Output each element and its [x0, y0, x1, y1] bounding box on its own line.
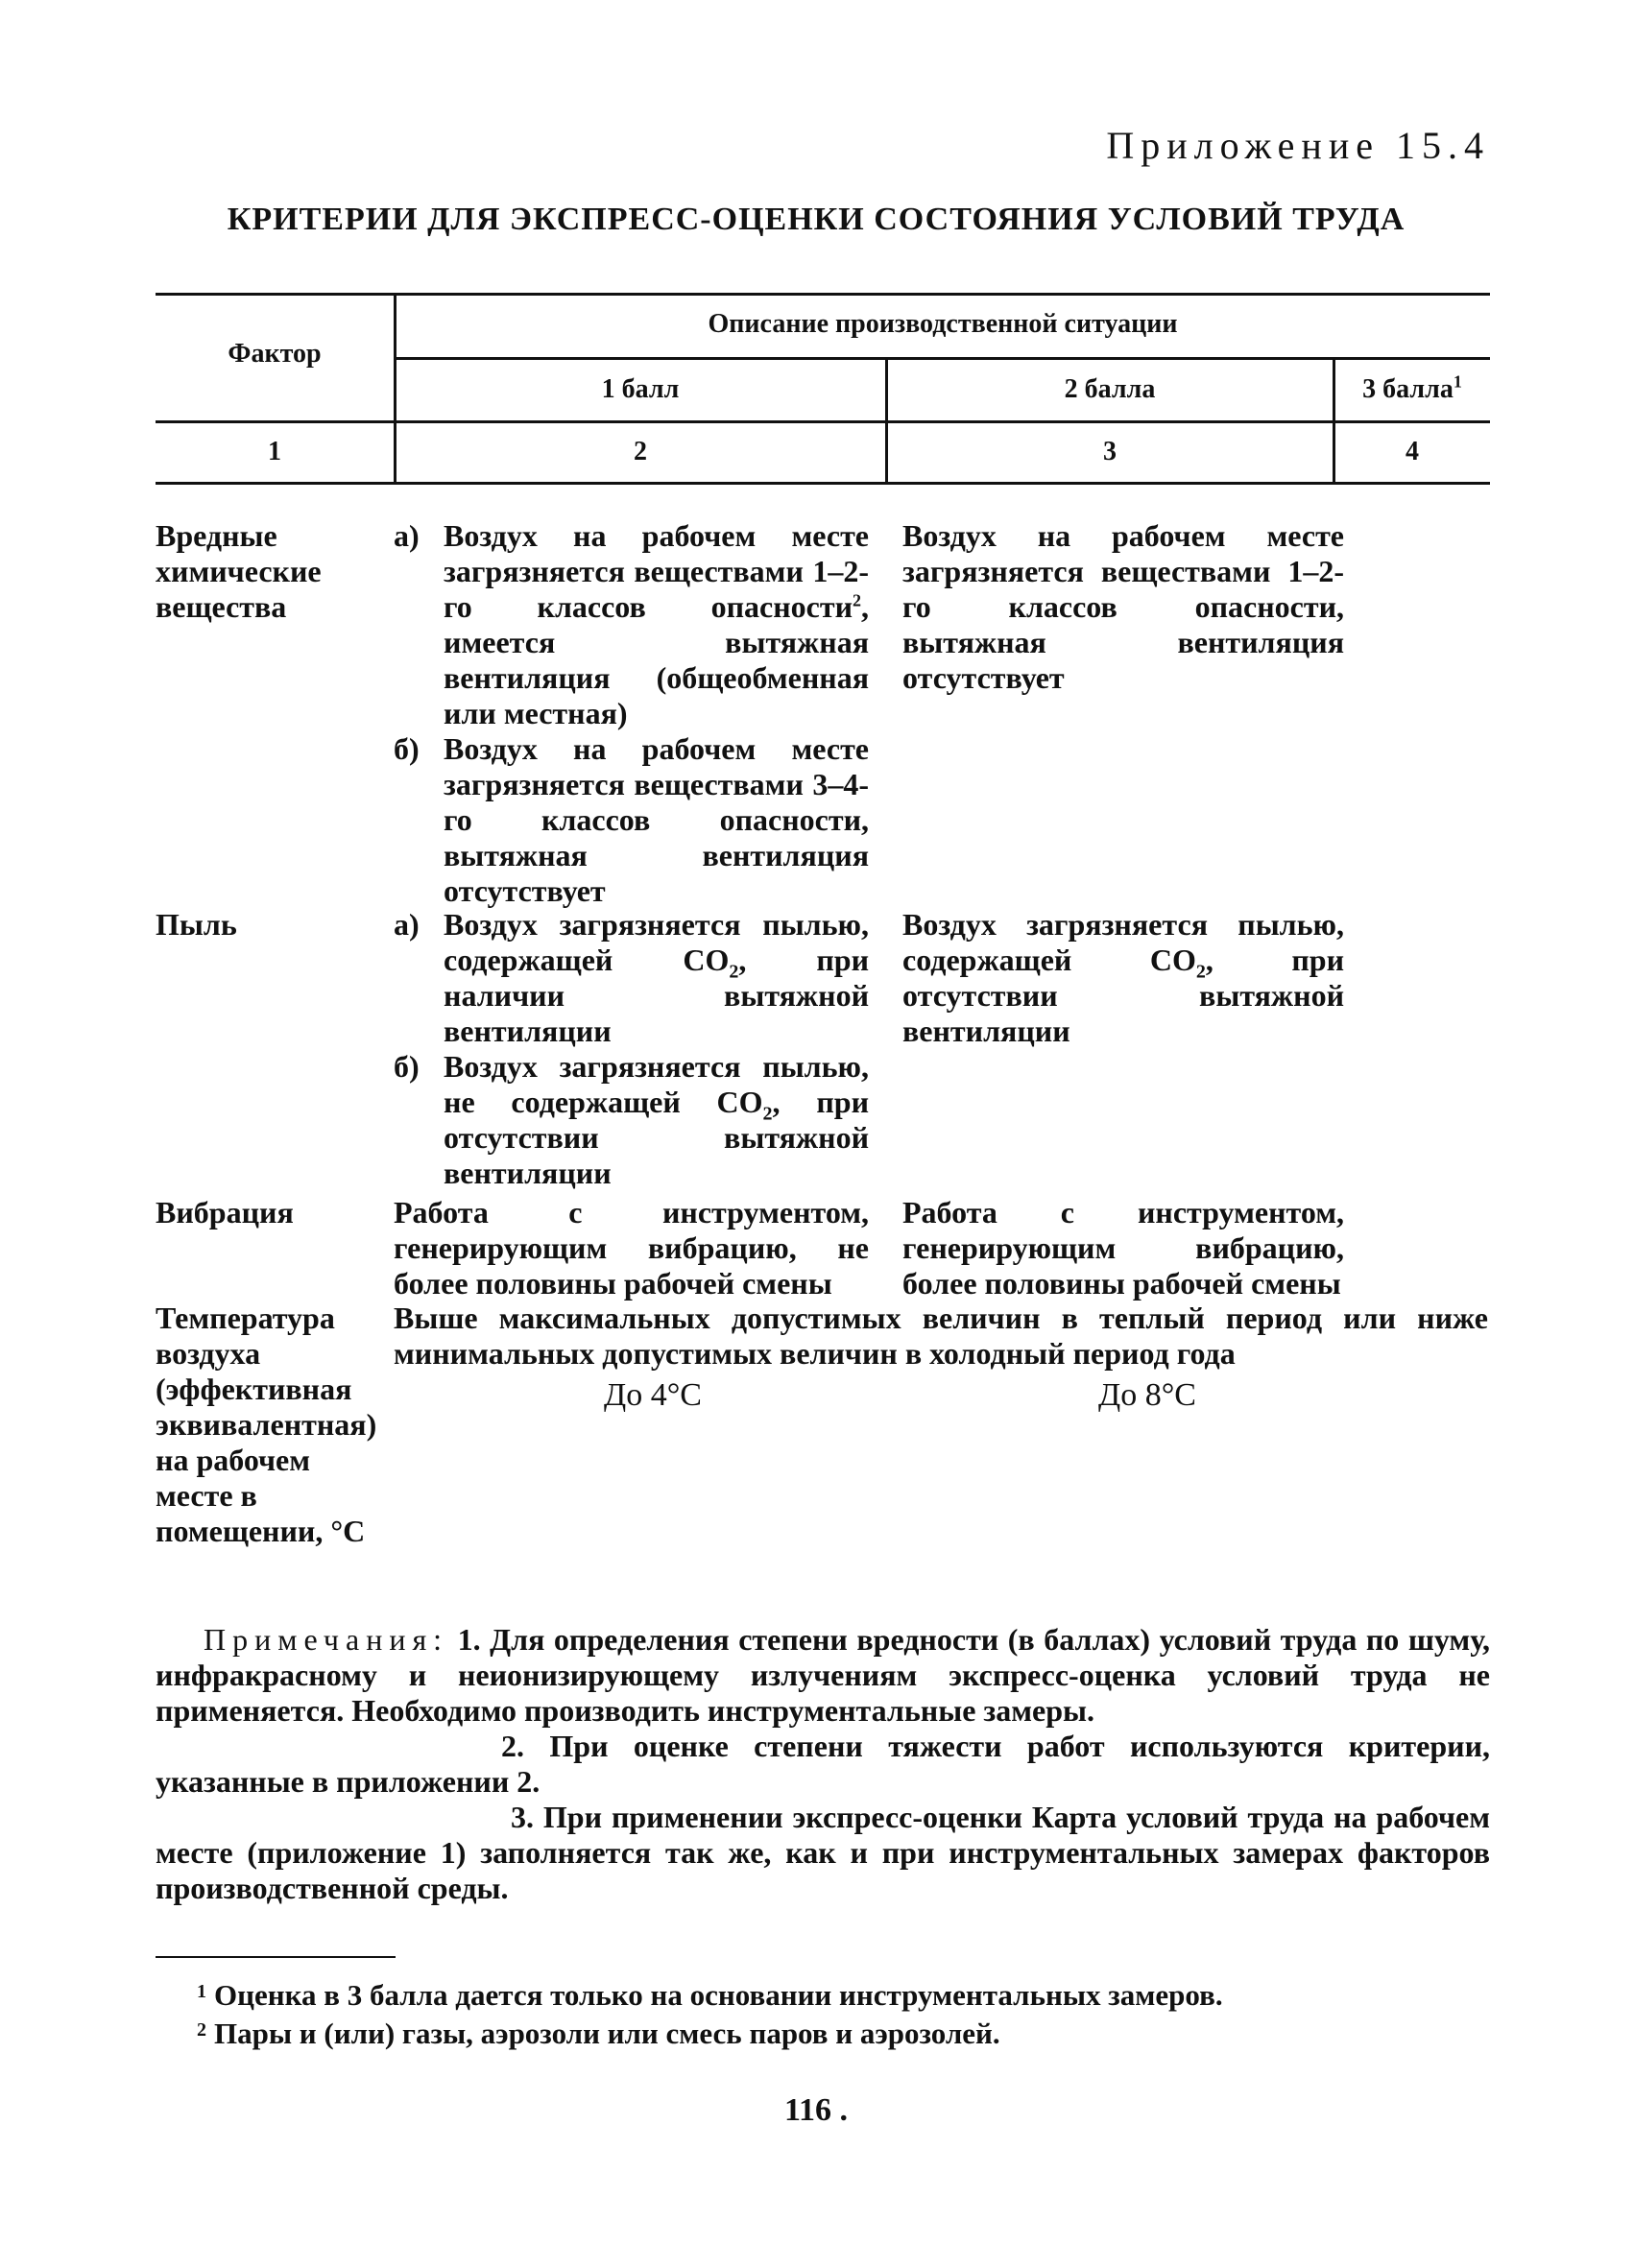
- chemicals-2pt: Воздух на рабочем месте загрязняется веществами 1–2-го классов опасности, вытяжная вентиляция отсутствует: [902, 518, 1344, 695]
- footnote-ref-1: 1: [1453, 371, 1462, 392]
- vibration-2pt: Работа с инструментом, генерирующим вибрацию, более половины рабочей смены: [902, 1195, 1344, 1301]
- subscript: 2: [729, 961, 739, 983]
- factor-chemicals: Вредные химические вещества: [156, 518, 322, 624]
- factor-header: Фактор: [228, 339, 322, 369]
- footnote-2: [197, 2016, 1000, 2052]
- appendix-label: Приложение 15.4: [1106, 124, 1490, 167]
- notes-block: [156, 1622, 1490, 1906]
- note-3: 3. При применении экспресс-оценки Карта условий труда на рабочем месте (приложение 1) заполняется так же, как и при инструментальных замерах факторов производственной среды.: [156, 1800, 1490, 1905]
- temperature-1pt: До 4°С: [604, 1377, 702, 1413]
- factor-temperature: Температура воздуха (эффективная эквивалентная) на рабочем месте в помещении, °С: [156, 1301, 377, 1548]
- factor-vibration: Вибрация: [156, 1195, 294, 1229]
- chemicals-item-b: [394, 731, 869, 909]
- chemicals-a-text: Воздух на рабочем месте загрязняется веществами 1–2-го классов опасности: [444, 518, 869, 624]
- description-header: Описание производственной ситуации: [708, 309, 1178, 339]
- subscript: 2: [1195, 961, 1206, 983]
- item-letter: б): [394, 731, 420, 766]
- dust-2pt-text-cont: , при отсутствии вытяжной вентиляции: [902, 943, 1344, 1048]
- note-2: 2. При оценке степени тяжести работ используются критерии, указанные в приложении 2.: [156, 1729, 1490, 1799]
- subscript: 2: [762, 1103, 773, 1125]
- col-number-4: 4: [1406, 437, 1419, 466]
- header-mid-rule: [394, 357, 1490, 360]
- footnote-text: Пары и (или) газы, аэрозоли или смесь паров и аэрозолей.: [214, 2017, 1000, 2050]
- score-1-header: 1 балл: [601, 374, 680, 404]
- note-1: [156, 1622, 1490, 1729]
- dust-2pt-text: Воздух загрязняется пылью, содержащей СО: [902, 907, 1344, 977]
- chemicals-b-text: Воздух на рабочем месте загрязняется веществами 3–4-го классов опасности, вытяжная вентиляция отсутствует: [444, 731, 869, 908]
- dust-item-a: [394, 907, 869, 1049]
- table-top-rule: [156, 293, 1490, 296]
- vibration-1pt: Работа с инструментом, генерирующим вибрацию, не более половины рабочей смены: [394, 1195, 869, 1301]
- note-1-text: 1. Для определения степени вредности (в баллах) условий труда по шуму, инфракрасному и неионизирующему излучениям экспресс-оценка условий труда не применяется. Необходимо производить инструментальные замеры.: [156, 1622, 1490, 1728]
- footnote-mark: 1: [197, 1981, 206, 2002]
- colnum-bottom-rule: [156, 482, 1490, 485]
- temperature-span-text: Выше максимальных допустимых величин в теплый период или ниже минимальных допустимых величин в холодный период года: [394, 1301, 1488, 1371]
- dust-2pt: [902, 907, 1344, 1049]
- page-number: 116 .: [783, 2092, 849, 2128]
- header-bottom-rule: [156, 420, 1490, 423]
- footnote-mark: 2: [197, 2019, 206, 2041]
- footnote-1: [197, 1977, 1223, 2014]
- page-title: КРИТЕРИИ ДЛЯ ЭКСПРЕСС-ОЦЕНКИ СОСТОЯНИЯ УСЛОВИЙ ТРУДА: [227, 202, 1406, 237]
- chemicals-1pt: [394, 518, 869, 909]
- factor-dust: Пыль: [156, 907, 237, 942]
- col-number-2: 2: [634, 437, 647, 466]
- notes-label: Примечания:: [204, 1622, 449, 1657]
- score-3-header: [1334, 371, 1490, 405]
- footnote-text: Оценка в 3 балла дается только на основании инструментальных замеров.: [214, 1978, 1223, 2012]
- dust-b-text-cont: , при отсутствии вытяжной вентиляции: [444, 1085, 870, 1190]
- item-letter: а): [394, 518, 420, 553]
- score-3-label: 3 балла: [1362, 374, 1454, 404]
- chemicals-item-a: [394, 518, 869, 731]
- dust-a-text-cont: , при наличии вытяжной вентиляции: [444, 943, 869, 1048]
- score-2-header: 2 балла: [1064, 374, 1156, 404]
- dust-a-text: Воздух загрязняется пылью, содержащей СО: [444, 907, 869, 977]
- dust-1pt: [394, 907, 869, 1191]
- dust-item-b: [394, 1049, 869, 1191]
- item-letter: а): [394, 907, 420, 942]
- chemicals-a-text-cont: , имеется вытяжная вентиляция (общеобменная или местная): [444, 589, 869, 730]
- col-number-1: 1: [268, 437, 281, 466]
- item-letter: б): [394, 1049, 420, 1084]
- footnote-ref-2: 2: [853, 590, 861, 610]
- col-number-3: 3: [1103, 437, 1117, 466]
- dust-b-text: Воздух загрязняется пылью, не содержащей СО: [444, 1049, 869, 1119]
- footnote-separator: [156, 1956, 396, 1958]
- temperature-2pt: До 8°С: [1098, 1377, 1196, 1413]
